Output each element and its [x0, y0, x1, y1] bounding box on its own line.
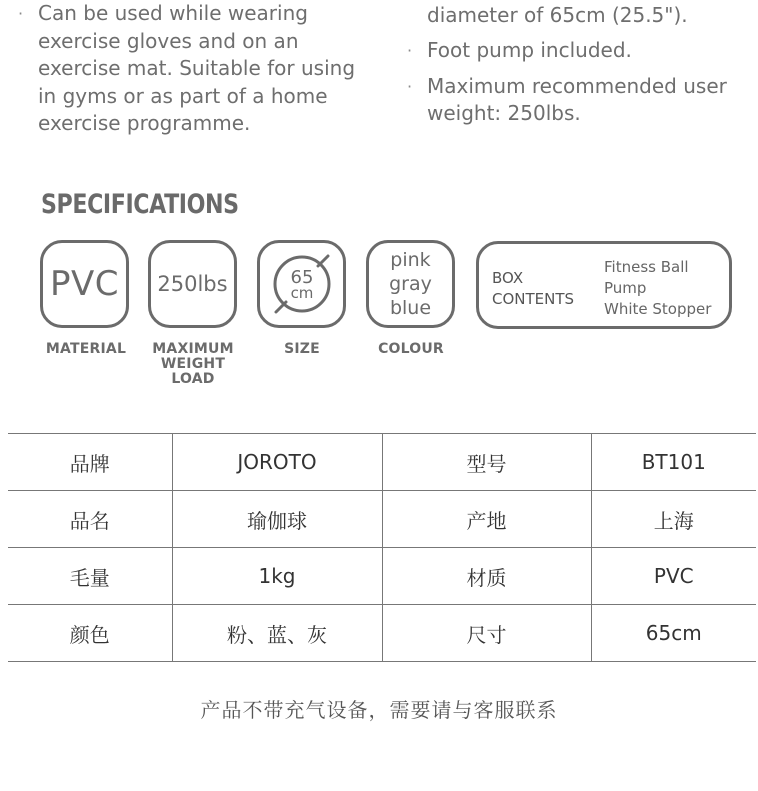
feature-bullets	[0, 0, 758, 160]
table-cell: 尺寸	[382, 605, 591, 662]
table-row	[8, 605, 756, 662]
material-icon	[40, 240, 129, 328]
table-cell: JOROTO	[172, 434, 382, 491]
box-contents-label: BOX CONTENTS	[492, 269, 575, 308]
table-row	[8, 491, 756, 548]
box-contents-item: White Stopper	[604, 300, 712, 318]
table-row	[8, 548, 756, 605]
ball-diameter-icon	[257, 240, 346, 328]
box-contents-item: Pump	[604, 279, 647, 297]
weight-icon	[148, 240, 237, 328]
bullet-dot-icon: ·	[18, 4, 24, 23]
table-cell: 瑜伽球	[172, 491, 382, 548]
specifications-heading: SPECIFICATIONS	[41, 189, 239, 220]
table-cell: 产地	[382, 491, 591, 548]
table-cell: BT101	[591, 434, 756, 491]
colour-value: gray	[389, 273, 432, 295]
table-cell: 材质	[382, 548, 591, 605]
colour-value: blue	[389, 297, 432, 319]
table-cell: 1kg	[172, 548, 382, 605]
table-cell: 上海	[591, 491, 756, 548]
table-cell: 颜色	[8, 605, 172, 662]
size-unit: cm	[290, 284, 313, 302]
bullet-item: diameter of 65cm (25.5").	[407, 0, 747, 29]
table-cell: 品牌	[8, 434, 172, 491]
size-label: SIZE	[284, 341, 320, 357]
table-row	[8, 434, 756, 491]
table-cell: 粉、蓝、灰	[172, 605, 382, 662]
bullet-dot-icon	[407, 0, 412, 2]
colour-value: pink	[390, 249, 431, 271]
bullet-dot-icon: ·	[407, 41, 413, 60]
bullets-left-column	[18, 0, 378, 146]
material-value: PVC	[49, 264, 119, 304]
material-label: MATERIAL	[45, 341, 127, 357]
product-spec-table	[8, 433, 756, 662]
table-cell: 毛量	[8, 548, 172, 605]
inflation-notice: 产品不带充气设备，需要请与客服联系	[200, 698, 558, 722]
bullet-item: · Foot pump included.	[407, 37, 747, 65]
table-cell: 型号	[382, 434, 591, 491]
ball-diameter-graphic	[262, 244, 342, 324]
box-contents-list	[604, 257, 711, 320]
weight-value: 250lbs	[157, 272, 228, 296]
bullet-item: · Can be used while wearing exercise gloves and on an exercise mat. Suitable for using in gyms or as part of a home exercise programme.	[18, 1, 356, 135]
colour-icon	[366, 240, 455, 328]
colour-label: COLOUR	[378, 341, 444, 357]
bullets-right-column	[407, 0, 747, 136]
table-cell: 65cm	[591, 605, 756, 662]
box-contents-panel	[476, 241, 732, 329]
bullet-dot-icon: ·	[407, 76, 413, 96]
table-cell: PVC	[591, 548, 756, 605]
box-contents-item: Fitness Ball	[604, 258, 689, 276]
size-number: 65	[290, 267, 313, 288]
bullet-item: · Maximum recommended user weight: 250lbs.	[407, 73, 727, 125]
table-cell: 品名	[8, 491, 172, 548]
weight-label: MAXIMUM WEIGHT LOAD	[152, 341, 234, 387]
